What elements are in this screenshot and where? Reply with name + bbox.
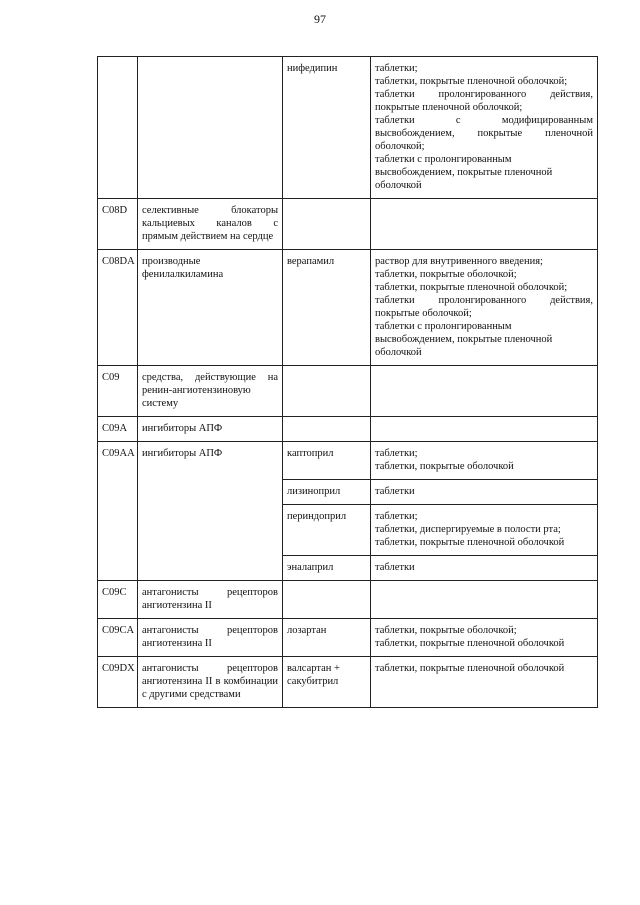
table-row (98, 366, 598, 417)
dosage-forms-cell (371, 581, 598, 619)
drug-name-cell: нифедипин (283, 57, 371, 199)
dosage-form-item: таблетки, покрытые пленочной оболочкой (375, 663, 565, 674)
medication-table (97, 56, 598, 708)
atc-code-cell (98, 57, 138, 199)
drug-name-cell: эналаприл (283, 556, 371, 581)
group-name-cell: антагонисты рецепторов ангиотензина II (138, 619, 283, 657)
dosage-forms-cell (371, 657, 598, 708)
dosage-forms-cell (371, 442, 598, 480)
drug-name-cell (283, 366, 371, 417)
group-name-cell (138, 57, 283, 199)
dosage-form-item: таблетки, покрытые оболочкой (375, 461, 514, 472)
dosage-form-item: таблетки; (375, 511, 418, 522)
atc-code-cell: C09DX (98, 657, 138, 708)
table-row (98, 417, 598, 442)
drug-name-cell: лизиноприл (283, 480, 371, 505)
atc-code-cell: C08D (98, 199, 138, 250)
dosage-forms-cell (371, 57, 598, 199)
atc-code-cell: C09C (98, 581, 138, 619)
table-row (98, 657, 598, 708)
group-name-cell: средства, действующие на ренин-ангиотензиновую систему (138, 366, 283, 417)
dosage-form-item: таблетки с пролонгированным высвобождением, покрытые пленочной оболочкой (375, 154, 553, 191)
dosage-form-item: таблетки с модифицированным высвобождением, покрытые пленочной оболочкой; (375, 115, 593, 152)
dosage-form-item: раствор для внутривенного введения; (375, 256, 543, 267)
table-row (98, 581, 598, 619)
atc-code-cell: C09AA (98, 442, 138, 581)
table-row (98, 619, 598, 657)
dosage-forms-cell (371, 417, 598, 442)
dosage-form-item: таблетки, покрытые пленочной оболочкой; (375, 76, 568, 87)
dosage-forms-cell (371, 619, 598, 657)
dosage-forms-cell (371, 556, 598, 581)
dosage-forms-cell (371, 480, 598, 505)
dosage-forms-cell (371, 505, 598, 556)
dosage-form-item: таблетки, покрытые пленочной оболочкой (375, 638, 565, 649)
group-name-cell: ингибиторы АПФ (138, 417, 283, 442)
atc-code-cell: C08DA (98, 250, 138, 366)
dosage-forms-cell (371, 199, 598, 250)
drug-name-cell: периндоприл (283, 505, 371, 556)
table-row (98, 442, 598, 480)
dosage-form-item: таблетки, покрытые оболочкой; (375, 625, 517, 636)
drug-name-cell (283, 581, 371, 619)
dosage-forms-cell (371, 250, 598, 366)
atc-code-cell: C09 (98, 366, 138, 417)
dosage-form-item: таблетки (375, 562, 415, 573)
table-row (98, 57, 598, 199)
group-name-cell: селективные блокаторы кальциевых каналов с прямым действием на сердце (138, 199, 283, 250)
dosage-form-item: таблетки с пролонгированным высвобождением, покрытые пленочной оболочкой (375, 321, 553, 358)
dosage-form-item: таблетки, покрытые оболочкой; (375, 269, 517, 280)
group-name-cell: антагонисты рецепторов ангиотензина II в комбинации с другими средствами (138, 657, 283, 708)
dosage-form-item: таблетки пролонгированного действия, покрытые пленочной оболочкой; (375, 89, 593, 113)
page-number: 97 (314, 12, 326, 26)
atc-code-cell: C09CA (98, 619, 138, 657)
table-row (98, 250, 598, 366)
dosage-form-item: таблетки, покрытые пленочной оболочкой; (375, 282, 568, 293)
drug-name-cell (283, 199, 371, 250)
table-row (98, 199, 598, 250)
dosage-form-item: таблетки (375, 486, 415, 497)
drug-name-cell (283, 417, 371, 442)
dosage-forms-cell (371, 366, 598, 417)
medication-table-body (98, 57, 598, 708)
dosage-form-item: таблетки пролонгированного действия, покрытые оболочкой; (375, 295, 593, 319)
drug-name-cell: верапамил (283, 250, 371, 366)
group-name-cell: производные фенилалкиламина (138, 250, 283, 366)
dosage-form-item: таблетки, покрытые пленочной оболочкой (375, 537, 565, 548)
group-name-cell: антагонисты рецепторов ангиотензина II (138, 581, 283, 619)
dosage-form-item: таблетки; (375, 63, 418, 74)
dosage-form-item: таблетки; (375, 448, 418, 459)
atc-code-cell: C09A (98, 417, 138, 442)
group-name-cell: ингибиторы АПФ (138, 442, 283, 581)
drug-name-cell: лозартан (283, 619, 371, 657)
drug-name-cell: каптоприл (283, 442, 371, 480)
dosage-form-item: таблетки, диспергируемые в полости рта; (375, 524, 561, 535)
drug-name-cell: валсартан + сакубитрил (283, 657, 371, 708)
